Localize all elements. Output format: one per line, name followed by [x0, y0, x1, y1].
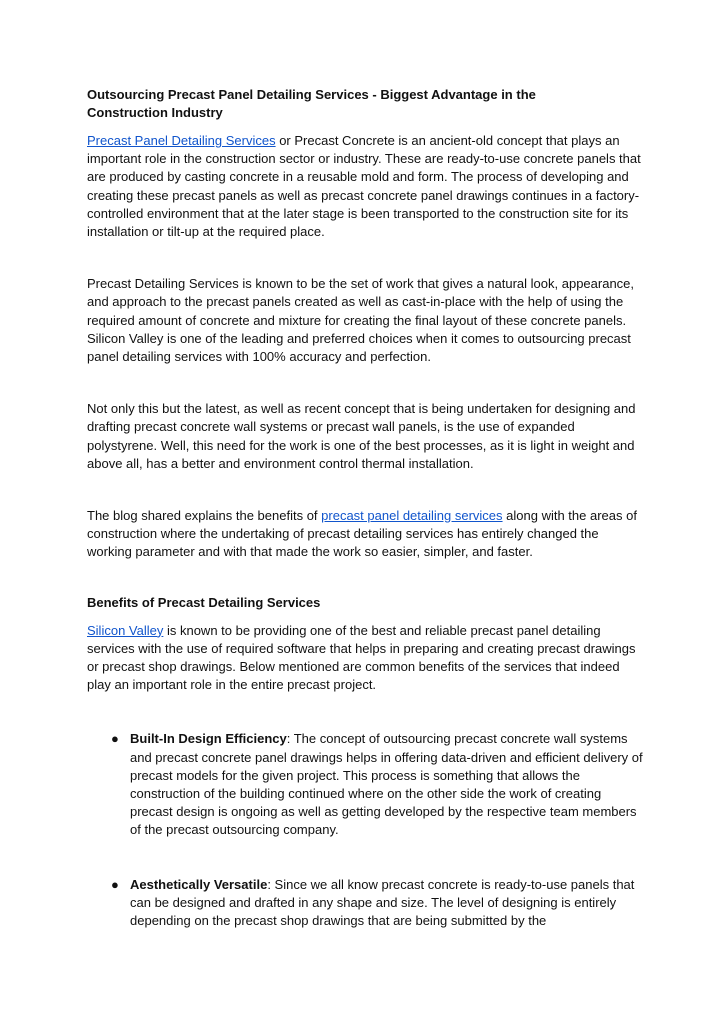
benefits-intro-paragraph	[87, 622, 647, 695]
benefits-intro-text: is known to be providing one of the best and reliable precast panel detailing services with the use of required software that helps in preparing and creating precast drawings or precast shop drawings. Below mentioned are common benefits of the services that indeed play an important role in the entire precast project.	[87, 622, 636, 693]
precast-detailing-paragraph: Precast Detailing Services is known to be the set of work that gives a natural look, appearance, and approach to the precast panels created as well as cast-in-place with the help of using the required amount of concrete and mixture for creating the final layout of these concrete panels. Silicon Valley is one of the leading and preferred choices when it comes to outsourcing precast panel detailing services with 100% accuracy and perfection.	[87, 276, 635, 365]
benefits-list	[87, 730, 647, 930]
expanded-polystyrene-paragraph: Not only this but the latest, as well as recent concept that is being undertaken for designing and drafting precast concrete wall systems or precast wall panels, is the use of expanded polystyrene. Well, this need for the work is one of the best processes, as it is light in weight and above all, has a better and environment control thermal installation.	[87, 401, 636, 471]
blog-summary-text-after: along with the areas of construction where the undertaking of precast detailing services has entirely changed the working parameter and with that made the work so easier, simpler, and faster.	[87, 508, 637, 560]
list-item-term: Built-In Design Efficiency	[130, 731, 287, 747]
intro-paragraph-text: or Precast Concrete is an ancient-old concept that plays an important role in the construction sector or industry. These are ready-to-use concrete panels that are produced by casting concrete in a reusable mold and form. The process of developing and creating these precast panels as well as precast concrete panel drawings continues in a factory-controlled environment that at the later stage is been transported to the construction site for its installation or tilt-up at the required place.	[87, 133, 641, 240]
document-page	[87, 86, 647, 930]
bullet-icon: ●	[111, 731, 119, 747]
intro-paragraph	[87, 132, 647, 241]
precast-panel-detailing-services-inline-link[interactable]: precast panel detailing services	[321, 508, 503, 524]
bullet-icon: ●	[111, 876, 119, 892]
silicon-valley-link[interactable]: Silicon Valley	[87, 622, 164, 638]
benefits-heading: Benefits of Precast Detailing Services	[87, 594, 321, 610]
blog-summary-paragraph	[87, 507, 647, 562]
list-item-text: : The concept of outsourcing precast concrete wall systems and precast concrete panel drawings helps in offering data-driven and efficient delivery of precast models for the given project. This process is something that allows the construction of the building continued where on the other side the work of creating precast design is ongoing as well as getting developed by the respective team members of the precast outsourcing company.	[130, 731, 643, 838]
spacer	[87, 366, 647, 400]
list-item-term: Aesthetically Versatile	[130, 876, 268, 892]
blog-summary-text-before: The blog shared explains the benefits of	[87, 508, 322, 524]
precast-panel-detailing-services-link[interactable]: Precast Panel Detailing Services	[87, 133, 276, 148]
spacer	[87, 694, 647, 730]
spacer	[87, 241, 647, 275]
list-item-text: : Since we all know precast concrete is ready-to-use panels that can be designed and drafted in any shape and size. The level of designing is entirely depending on the precast shop drawings that are being submitted by the	[130, 876, 635, 929]
document-title-line-2: Construction Industry	[87, 105, 223, 120]
spacer	[87, 840, 647, 876]
list-item	[87, 730, 647, 839]
document-title-line-1: Outsourcing Precast Panel Detailing Services - Biggest Advantage in the	[87, 87, 536, 102]
list-item	[87, 876, 647, 931]
spacer	[87, 473, 647, 507]
spacer	[87, 562, 647, 594]
document-title	[87, 86, 647, 122]
